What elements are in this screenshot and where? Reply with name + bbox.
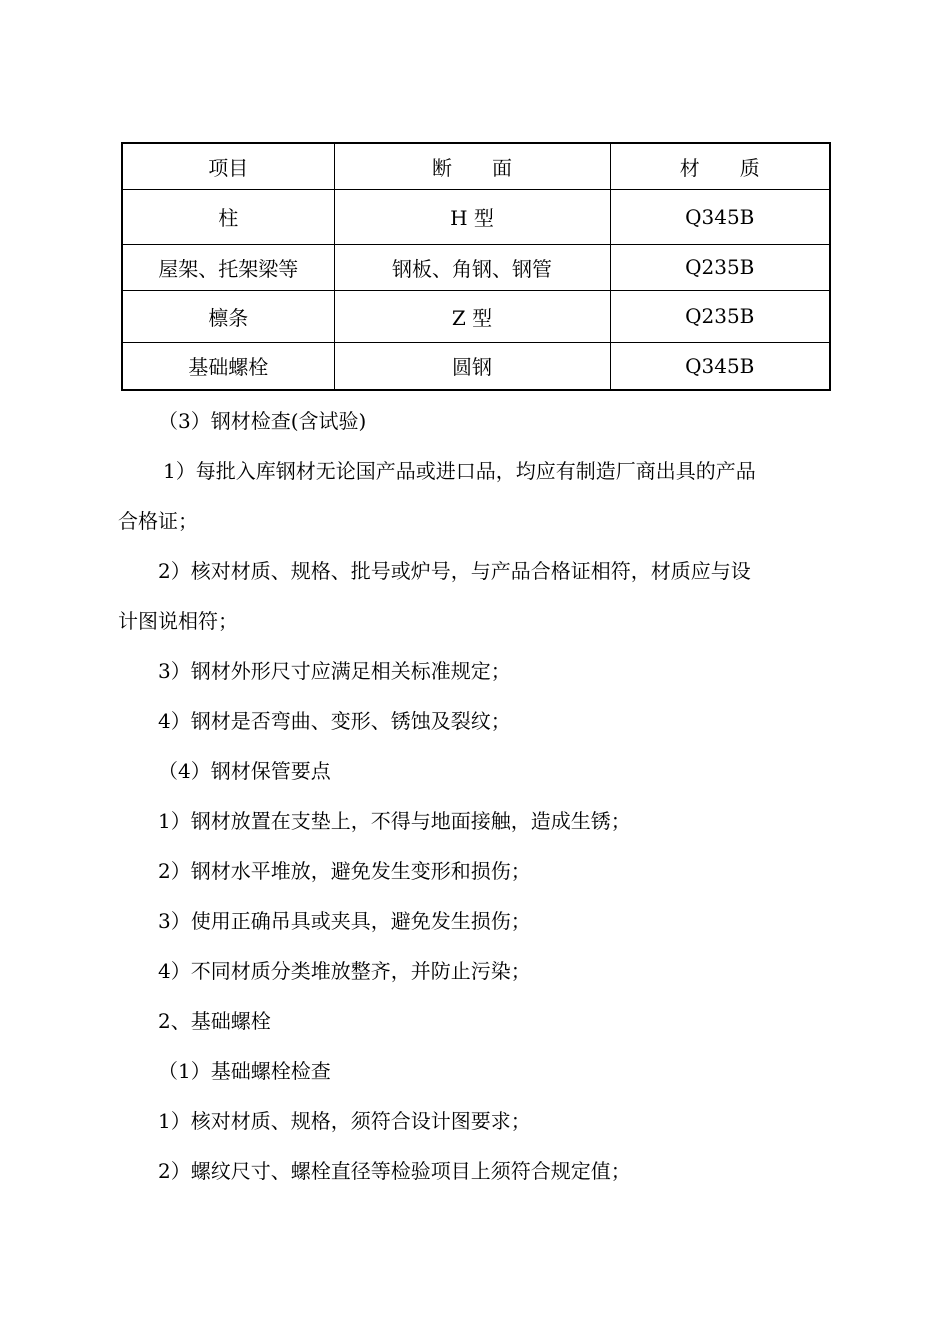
header-material-char-2: 质 (739, 155, 760, 180)
table-row (122, 189, 830, 244)
section-4-item-3: 3）使用正确吊具或夹具，避免发生损伤； (158, 909, 531, 933)
cell-section: 圆钢 (334, 342, 610, 390)
section-4-item-4: 4）不同材质分类堆放整齐，并防止污染； (158, 959, 531, 983)
section-3-item-1-line-1: 1）每批入库钢材无论国产品或进口品，均应有制造厂商出具的产品 (163, 459, 756, 483)
section-3-item-2-line-1: 2）核对材质、规格、批号或炉号，与产品合格证相符，材质应与设 (158, 559, 751, 583)
table-row (122, 342, 830, 390)
header-section-char-2: 面 (492, 155, 512, 180)
section-2-1-title: （1）基础螺栓检查 (158, 1059, 331, 1083)
section-3-item-2-line-2: 计图说相符； (118, 609, 238, 633)
cell-section: 钢板、角钢、钢管 (334, 244, 610, 290)
cell-item: 柱 (122, 189, 334, 244)
table-row (122, 244, 830, 290)
section-3-item-3: 3）钢材外形尺寸应满足相关标准规定； (158, 659, 511, 683)
section-3-title: （3）钢材检查(含试验) (158, 409, 367, 433)
material-spec-table (121, 142, 831, 391)
cell-item: 基础螺栓 (122, 342, 334, 390)
header-item: 项目 (122, 143, 334, 189)
cell-material: Q235B (610, 290, 830, 342)
header-section-char-1: 断 (432, 155, 452, 180)
cell-material: Q345B (610, 342, 830, 390)
section-4-item-2: 2）钢材水平堆放，避免发生变形和损伤； (158, 859, 531, 883)
cell-section: H 型 (334, 189, 610, 244)
section-4-title: （4）钢材保管要点 (158, 759, 331, 783)
cell-material: Q235B (610, 244, 830, 290)
cell-material: Q345B (610, 189, 830, 244)
cell-item: 屋架、托架梁等 (122, 244, 334, 290)
section-3-item-1-line-2: 合格证； (118, 509, 198, 533)
cell-item: 檩条 (122, 290, 334, 342)
header-material (610, 143, 830, 189)
table-row (122, 290, 830, 342)
section-2-1-item-2: 2）螺纹尺寸、螺栓直径等检验项目上须符合规定值； (158, 1159, 631, 1183)
header-section (334, 143, 610, 189)
cell-section: Z 型 (334, 290, 610, 342)
section-2-title: 2、基础螺栓 (158, 1009, 271, 1033)
header-material-char-1: 材 (679, 155, 700, 180)
body-text (118, 400, 838, 1200)
section-2-1-item-1: 1）核对材质、规格，须符合设计图要求； (158, 1109, 531, 1133)
section-4-item-1: 1）钢材放置在支垫上，不得与地面接触，造成生锈； (158, 809, 631, 833)
section-3-item-4: 4）钢材是否弯曲、变形、锈蚀及裂纹； (158, 709, 511, 733)
table-header-row (122, 143, 830, 189)
